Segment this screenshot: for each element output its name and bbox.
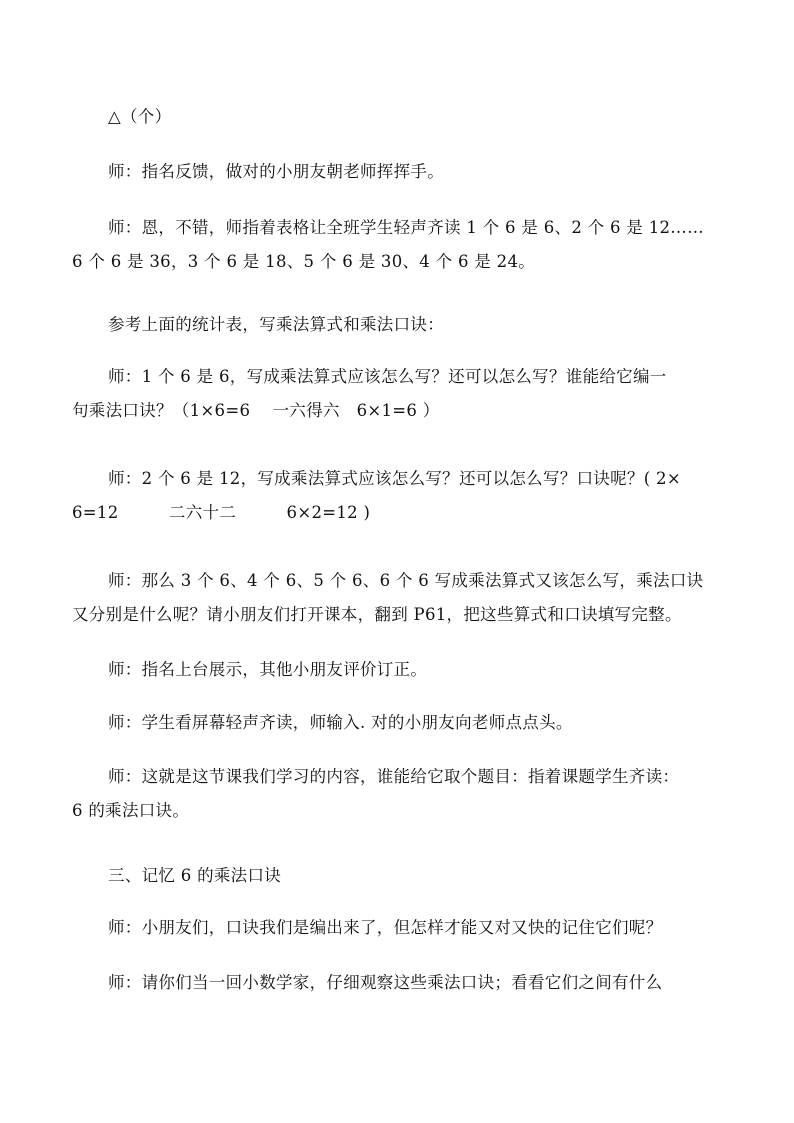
paragraph-feedback (72, 155, 722, 189)
paragraph-remember (72, 911, 722, 945)
paragraph-topic (72, 760, 722, 828)
text-line: △（个） (108, 107, 172, 126)
text-line: 6 个 6 是 36，3 个 6 是 18、5 个 6 是 30、4 个 6 是 24。 (72, 252, 536, 271)
text-line: 三、记忆 6 的乘法口诀 (108, 866, 282, 885)
paragraph-show (72, 653, 722, 687)
text-line: 参考上面的统计表，写乘法算式和乘法口诀： (108, 315, 444, 334)
paragraph-one-six (72, 360, 722, 428)
text-line: 6=12 二六十二 6×2=12 ) (72, 503, 371, 522)
paragraph-two-six (72, 462, 722, 530)
text-line: 师：恩，不错，师指着表格让全班学生轻声齐读 1 个 6 是 6、2 个 6 是 12…… (108, 218, 704, 237)
text-line: 师：请你们当一回小数学家，仔细观察这些乘法口诀；看看它们之间有什么 (108, 973, 663, 992)
paragraph-observe (72, 966, 722, 1000)
text-line: 6 的乘法口诀。 (72, 801, 190, 820)
text-line: 师：2 个 6 是 12，写成乘法算式应该怎么写？还可以怎么写？口诀呢？( 2× (108, 469, 681, 488)
text-line: 师：1 个 6 是 6，写成乘法算式应该怎么写？还可以怎么写？谁能给它编一 (108, 367, 667, 386)
paragraph-read-table (72, 211, 722, 279)
text-line: 师：指名反馈，做对的小朋友朝老师挥挥手。 (108, 162, 444, 181)
text-line: 句乘法口诀？（1×6=6 一六得六 6×1=6 ） (72, 401, 440, 420)
text-line: 师：这就是这节课我们学习的内容，谁能给它取个题目：指着课题学生齐读： (108, 767, 680, 786)
paragraph-screen-read (72, 706, 722, 740)
paragraph-more-sixes (72, 564, 722, 632)
paragraph-instruction (72, 308, 722, 342)
section-heading (72, 859, 722, 893)
text-line: 师：那么 3 个 6、4 个 6、5 个 6、6 个 6 写成乘法算式又该怎么写，乘法口诀 (108, 571, 704, 590)
text-line: 师：小朋友们，口诀我们是编出来了，但怎样才能又对又快的记住它们呢？ (108, 918, 663, 937)
text-line: 师：学生看屏幕轻声齐读，师输入. 对的小朋友向老师点点头。 (108, 713, 573, 732)
paragraph-triangle-unit (72, 100, 722, 134)
text-line: 又分别是什么呢？请小朋友们打开课本，翻到 P61，把这些算式和口诀填写完整。 (72, 605, 682, 624)
text-line: 师：指名上台展示，其他小朋友评价订正。 (108, 660, 428, 679)
